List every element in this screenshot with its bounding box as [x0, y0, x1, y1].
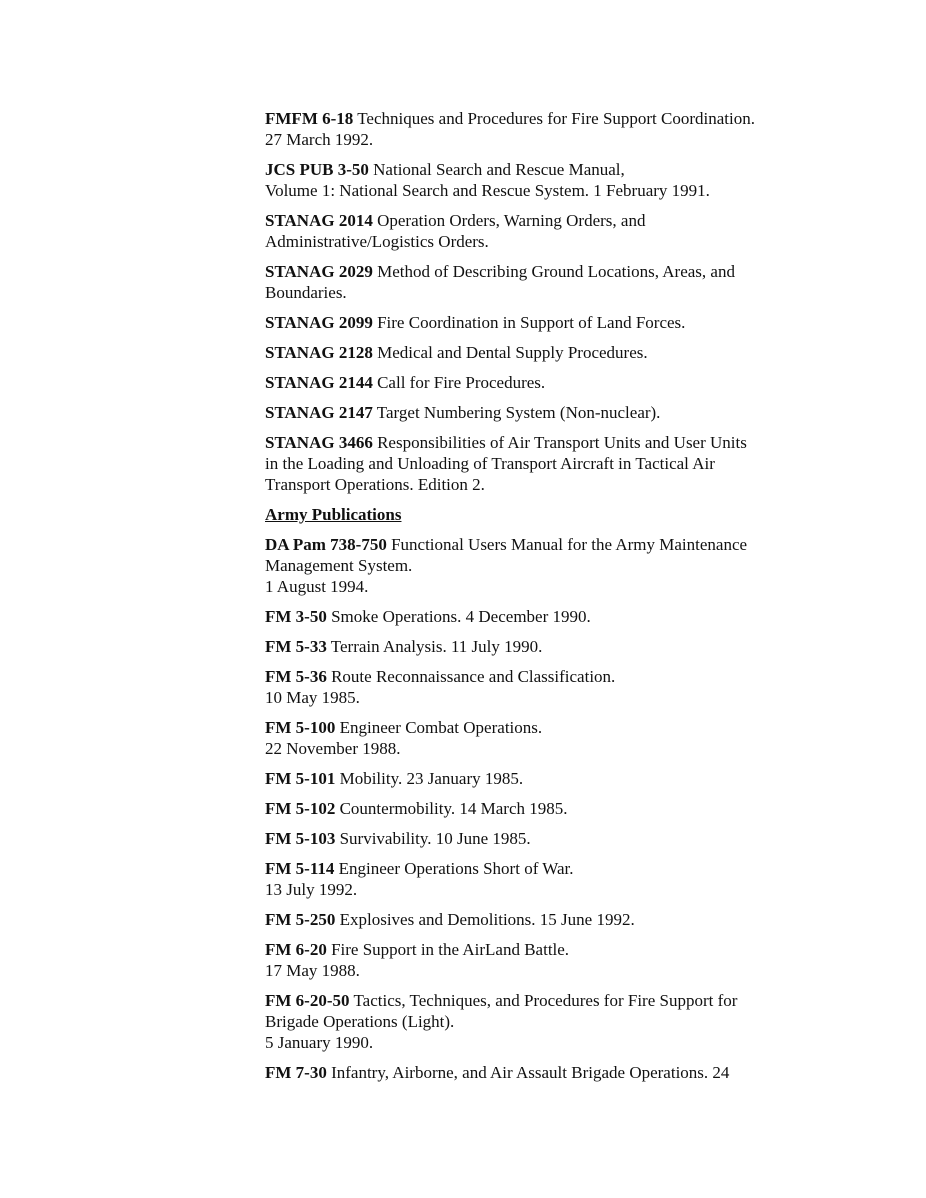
reference-code: FM 5-114 — [265, 859, 335, 878]
reference-text: Terrain Analysis. 11 July 1990. — [330, 637, 543, 656]
reference-text: 27 March 1992. — [265, 130, 374, 149]
reference-text: 5 January 1990. — [265, 1033, 374, 1052]
reference-text: Route Reconnaissance and Classification. — [331, 667, 616, 686]
reference-line — [265, 960, 825, 981]
reference-line — [265, 738, 825, 759]
reference-code: STANAG 2147 — [265, 403, 373, 422]
reference-line — [265, 474, 825, 495]
reference-code: FM 5-101 — [265, 769, 336, 788]
reference-entry — [265, 909, 825, 930]
reference-entry — [265, 402, 825, 423]
reference-code: FM 7-30 — [265, 1063, 327, 1082]
reference-line — [265, 666, 825, 687]
reference-text: Smoke Operations. 4 December 1990. — [331, 607, 591, 626]
reference-text: Operation Orders, Warning Orders, and — [377, 211, 646, 230]
reference-entry — [265, 939, 825, 981]
reference-text: Tactics, Techniques, and Procedures for Fire Support for — [353, 991, 738, 1010]
reference-line — [265, 312, 825, 333]
reference-text: 13 July 1992. — [265, 880, 358, 899]
reference-line — [265, 939, 825, 960]
reference-text: Boundaries. — [265, 283, 347, 302]
reference-entry — [265, 159, 825, 201]
reference-line — [265, 402, 825, 423]
reference-text: Mobility. 23 January 1985. — [339, 769, 524, 788]
reference-text: Transport Operations. Edition 2. — [265, 475, 485, 494]
reference-line — [265, 261, 825, 282]
reference-line — [265, 180, 825, 201]
reference-entry — [265, 798, 825, 819]
reference-code: FM 5-250 — [265, 910, 336, 929]
reference-code: FM 5-33 — [265, 637, 327, 656]
reference-text: Survivability. 10 June 1985. — [339, 829, 531, 848]
reference-line — [265, 909, 825, 930]
reference-entry — [265, 858, 825, 900]
reference-line — [265, 879, 825, 900]
reference-text: Countermobility. 14 March 1985. — [339, 799, 568, 818]
reference-text: Responsibilities of Air Transport Units and User Units — [377, 433, 747, 452]
reference-code: JCS PUB 3-50 — [265, 160, 369, 179]
reference-entry — [265, 990, 825, 1053]
reference-code: STANAG 2144 — [265, 373, 373, 392]
reference-code: STANAG 2029 — [265, 262, 373, 281]
reference-entry — [265, 372, 825, 393]
reference-entry — [265, 1062, 825, 1083]
reference-code: FM 3-50 — [265, 607, 327, 626]
reference-text: Techniques and Procedures for Fire Support Coordination. — [357, 109, 755, 128]
reference-entry — [265, 636, 825, 657]
reference-text: National Search and Rescue Manual, — [373, 160, 625, 179]
reference-entry — [265, 534, 825, 597]
reference-entry — [265, 666, 825, 708]
reference-code: STANAG 2099 — [265, 313, 373, 332]
reference-line — [265, 453, 825, 474]
reference-text: Infantry, Airborne, and Air Assault Brigade Operations. 24 — [331, 1063, 730, 1082]
reference-entry — [265, 717, 825, 759]
reference-line — [265, 231, 825, 252]
reference-text: Method of Describing Ground Locations, Areas, and — [377, 262, 735, 281]
reference-code: FM 6-20-50 — [265, 991, 350, 1010]
reference-line — [265, 717, 825, 738]
reference-line — [265, 534, 825, 555]
reference-entry — [265, 606, 825, 627]
reference-text: Fire Support in the AirLand Battle. — [331, 940, 570, 959]
reference-line — [265, 1062, 825, 1083]
reference-line — [265, 372, 825, 393]
reference-text: Administrative/Logistics Orders. — [265, 232, 489, 251]
reference-text: 10 May 1985. — [265, 688, 360, 707]
reference-line — [265, 687, 825, 708]
reference-code: FM 5-102 — [265, 799, 336, 818]
reference-line — [265, 606, 825, 627]
reference-line — [265, 1011, 825, 1032]
reference-code: FM 5-36 — [265, 667, 327, 686]
reference-entry — [265, 210, 825, 252]
reference-line — [265, 108, 825, 129]
reference-line — [265, 159, 825, 180]
reference-line — [265, 210, 825, 231]
section-heading-army-publications: Army Publications — [265, 505, 402, 524]
reference-line — [265, 636, 825, 657]
reference-line — [265, 576, 825, 597]
reference-line — [265, 858, 825, 879]
reference-text: Brigade Operations (Light). — [265, 1012, 455, 1031]
reference-entry — [265, 432, 825, 495]
reference-entry — [265, 828, 825, 849]
reference-text: 17 May 1988. — [265, 961, 360, 980]
reference-line — [265, 990, 825, 1011]
reference-text: Functional Users Manual for the Army Maintenance — [391, 535, 748, 554]
reference-entry — [265, 342, 825, 363]
reference-text: Volume 1: National Search and Rescue System. 1 February 1991. — [265, 181, 710, 200]
reference-line — [265, 129, 825, 150]
reference-text: Medical and Dental Supply Procedures. — [377, 343, 648, 362]
reference-line — [265, 798, 825, 819]
intro-entries — [265, 108, 825, 495]
reference-line — [265, 342, 825, 363]
reference-code: STANAG 2014 — [265, 211, 373, 230]
reference-entry — [265, 261, 825, 303]
reference-text: Management System. — [265, 556, 413, 575]
reference-text: 22 November 1988. — [265, 739, 401, 758]
reference-code: STANAG 2128 — [265, 343, 373, 362]
reference-text: in the Loading and Unloading of Transport Aircraft in Tactical Air — [265, 454, 715, 473]
reference-code: FMFM 6-18 — [265, 109, 354, 128]
reference-text: Call for Fire Procedures. — [377, 373, 546, 392]
reference-text: Engineer Operations Short of War. — [338, 859, 574, 878]
reference-text: 1 August 1994. — [265, 577, 369, 596]
reference-entry — [265, 108, 825, 150]
reference-entry — [265, 312, 825, 333]
reference-text: Fire Coordination in Support of Land Forces. — [377, 313, 686, 332]
reference-line — [265, 555, 825, 576]
reference-line — [265, 1032, 825, 1053]
reference-line — [265, 432, 825, 453]
reference-text: Engineer Combat Operations. — [339, 718, 543, 737]
reference-text: Explosives and Demolitions. 15 June 1992. — [339, 910, 635, 929]
reference-line — [265, 768, 825, 789]
reference-code: FM 6-20 — [265, 940, 327, 959]
reference-code: FM 5-103 — [265, 829, 336, 848]
reference-code: STANAG 3466 — [265, 433, 373, 452]
reference-line — [265, 828, 825, 849]
reference-text: Target Numbering System (Non-nuclear). — [376, 403, 661, 422]
reference-code: DA Pam 738-750 — [265, 535, 387, 554]
reference-line — [265, 282, 825, 303]
references-list — [265, 108, 825, 1092]
reference-entry — [265, 768, 825, 789]
army-entries — [265, 534, 825, 1083]
reference-code: FM 5-100 — [265, 718, 336, 737]
